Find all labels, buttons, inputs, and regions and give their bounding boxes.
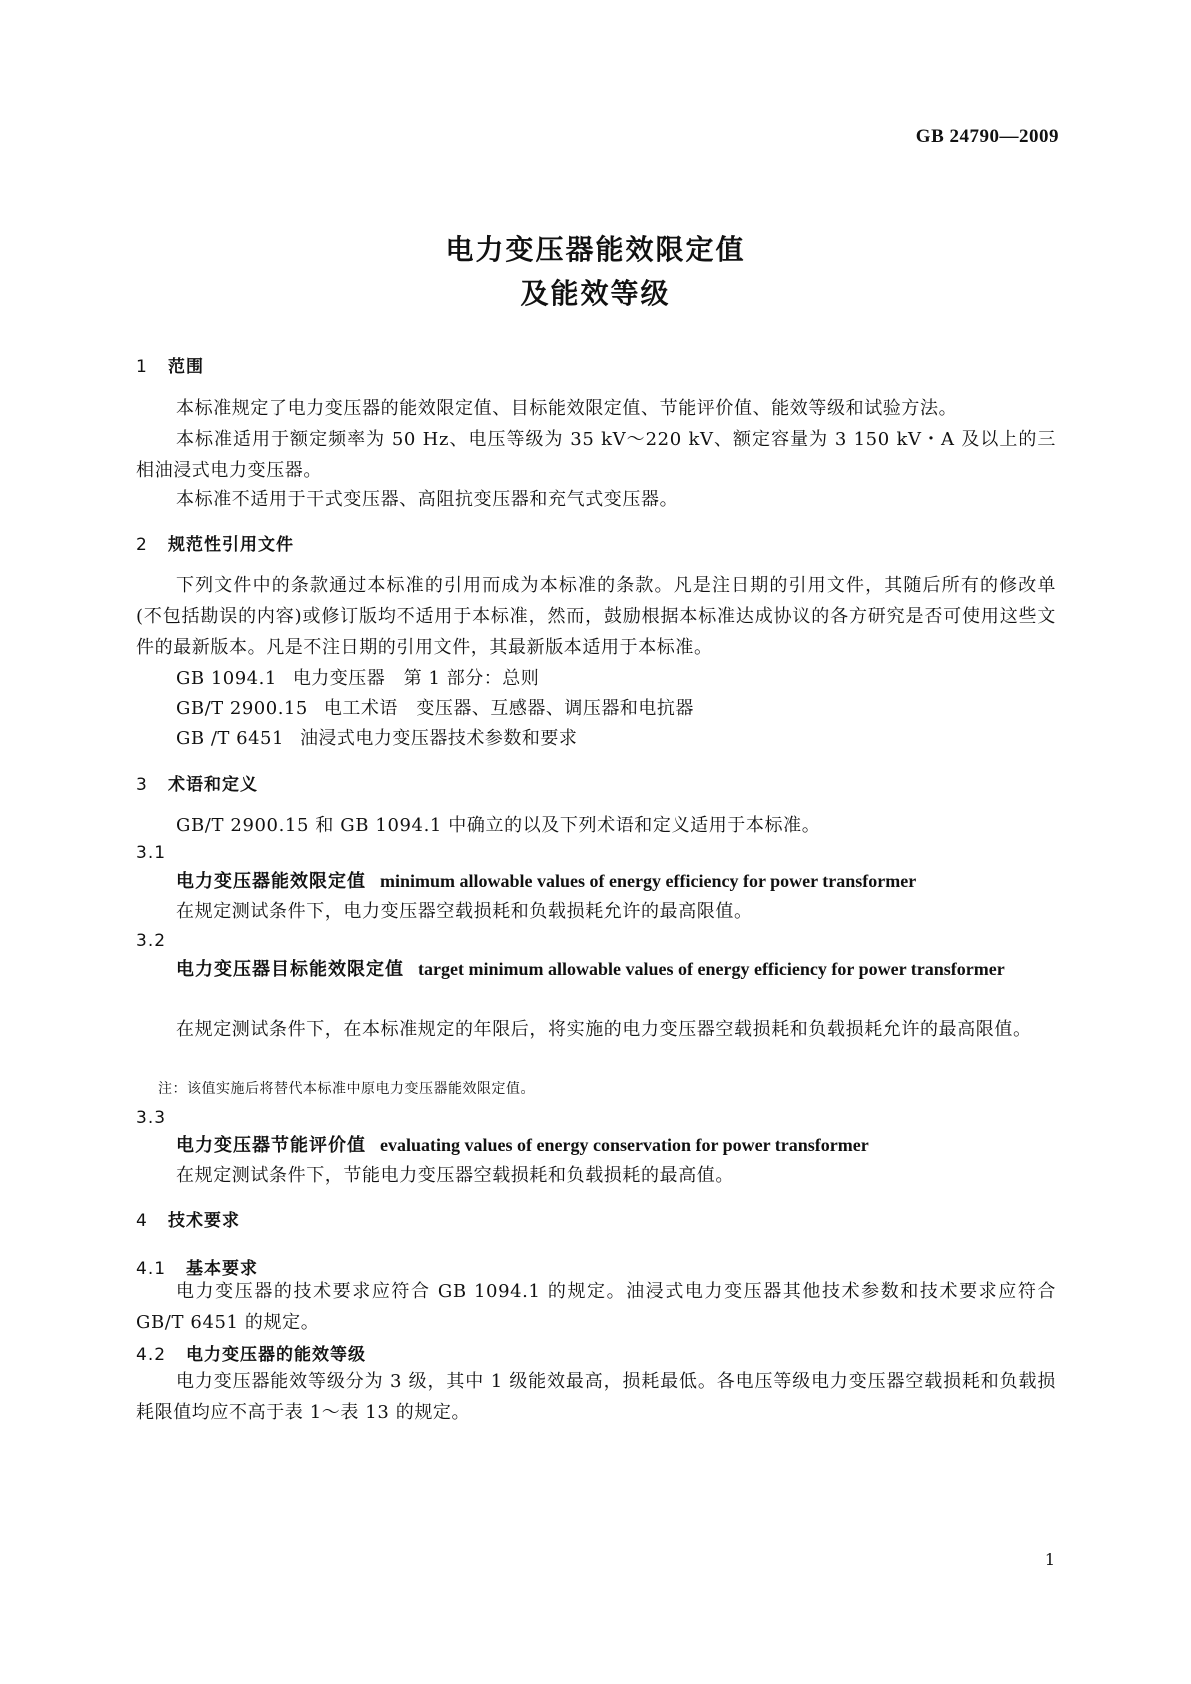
section-title: 术语和定义 [168, 775, 258, 795]
section-1-paragraph-2: 本标准适用于额定频率为 50 Hz、电压等级为 35 kV～220 kV、额定容量为 3 150 kV・A 及以上的三相油浸式电力变压器。 [136, 429, 1056, 481]
term-number: 3.1 [136, 843, 167, 863]
term-zh: 电力变压器能效限定值 [176, 871, 366, 892]
section-2-heading [136, 530, 294, 555]
document-title-line2: 及能效等级 [520, 277, 671, 310]
term-en: evaluating values of energy conservation for power transformer [380, 1135, 869, 1155]
subsection-title: 基本要求 [186, 1259, 258, 1279]
section-number: 2 [136, 535, 148, 555]
section-4-heading [136, 1206, 240, 1231]
term-heading [136, 954, 1056, 985]
reference-code: GB 1094.1 [176, 668, 277, 689]
subsection-title: 电力变压器的能效等级 [186, 1345, 366, 1365]
term-zh: 电力变压器节能评价值 [176, 1135, 366, 1156]
term-heading [136, 1130, 1056, 1161]
subsection-4-2-heading [136, 1340, 366, 1365]
reference-item [176, 664, 539, 690]
term-note: 注：该值实施后将替代本标准中原电力变压器能效限定值。 [158, 1081, 535, 1097]
term-definition: 在规定测试条件下，电力变压器空载损耗和负载损耗允许的最高限值。 [176, 901, 753, 922]
section-2-paragraph-1: 下列文件中的条款通过本标准的引用而成为本标准的条款。凡是注日期的引用文件，其随后所有的修改单(不包括勘误的内容)或修订版均不适用于本标准，然而，鼓励根据本标准达成协议的各方研究是否可使用这些文件的最新版本。凡是不注日期的引用文件，其最新版本适用于本标准。 [136, 575, 1056, 658]
subsection-4-1-paragraph: 电力变压器的技术要求应符合 GB 1094.1 的规定。油浸式电力变压器其他技术参数和技术要求应符合 GB/T 6451 的规定。 [136, 1281, 1056, 1333]
reference-name: 电工术语 变压器、互感器、调压器和电抗器 [323, 698, 694, 719]
reference-name: 油浸式电力变压器技术参数和要求 [299, 728, 578, 749]
term-number: 3.2 [136, 931, 167, 951]
section-number: 3 [136, 775, 148, 795]
term-definition: 在规定测试条件下，在本标准规定的年限后，将实施的电力变压器空载损耗和负载损耗允许的最高限值。 [176, 1019, 1032, 1040]
term-en: minimum allowable values of energy efficiency for power transformer [380, 871, 917, 891]
page-number: 1 [1044, 1550, 1055, 1569]
section-1-heading [136, 352, 204, 377]
term-definition: 在规定测试条件下，节能电力变压器空载损耗和负载损耗的最高值。 [176, 1165, 734, 1186]
reference-name: 电力变压器 第 1 部分：总则 [292, 668, 540, 689]
section-1-paragraph-3: 本标准不适用于干式变压器、高阻抗变压器和充气式变压器。 [176, 489, 679, 510]
reference-item [176, 724, 577, 750]
section-1-paragraph-1: 本标准规定了电力变压器的能效限定值、目标能效限定值、节能评价值、能效等级和试验方法。 [176, 398, 958, 419]
subsection-number: 4.1 [136, 1259, 167, 1279]
term-en: target minimum allowable values of energy efficiency for power transformer [418, 959, 1005, 979]
section-3-paragraph-1: GB/T 2900.15 和 GB 1094.1 中确立的以及下列术语和定义适用于本标准。 [176, 815, 821, 836]
section-number: 1 [136, 357, 148, 377]
section-title: 技术要求 [168, 1211, 240, 1231]
document-title-line1: 电力变压器能效限定值 [445, 233, 746, 266]
reference-item [176, 694, 694, 720]
section-3-heading [136, 770, 258, 795]
reference-code: GB /T 6451 [176, 728, 284, 749]
subsection-4-2-paragraph: 电力变压器能效等级分为 3 级，其中 1 级能效最高，损耗最低。各电压等级电力变压器空载损耗和负载损耗限值均应不高于表 1～表 13 的规定。 [136, 1371, 1056, 1423]
term-zh: 电力变压器目标能效限定值 [176, 959, 404, 980]
section-title: 规范性引用文件 [168, 535, 294, 555]
term-heading [136, 866, 1056, 897]
standard-number: GB 24790—2009 [915, 126, 1059, 147]
section-number: 4 [136, 1211, 148, 1231]
subsection-number: 4.2 [136, 1345, 167, 1365]
section-title: 范围 [168, 357, 204, 377]
reference-code: GB/T 2900.15 [176, 698, 308, 719]
term-number: 3.3 [136, 1108, 167, 1128]
